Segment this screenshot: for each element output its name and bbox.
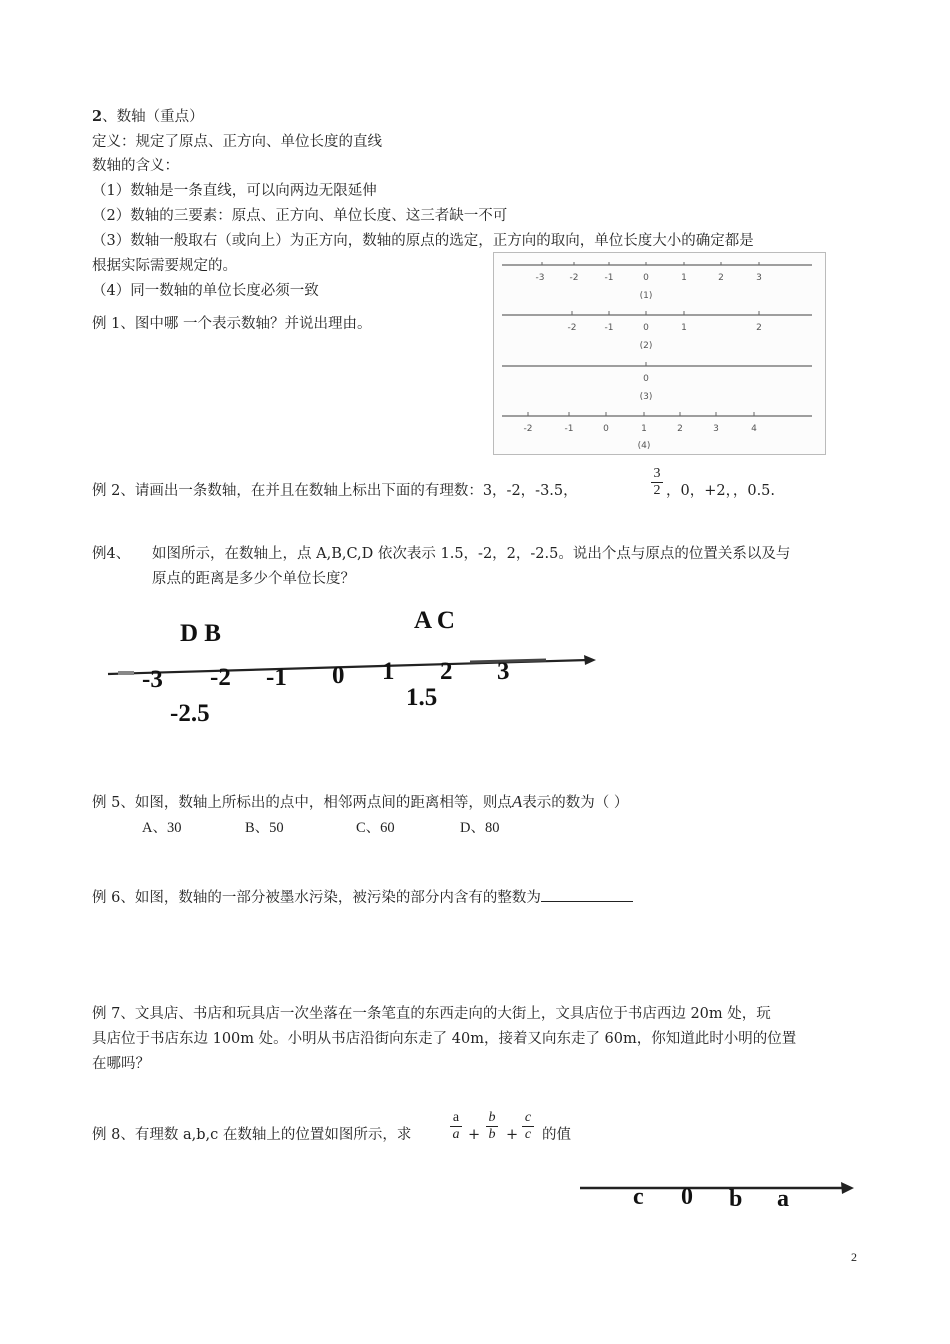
line4-label: 3: [713, 424, 719, 434]
example-8-axis: [578, 1178, 858, 1198]
fraction-denominator: a: [452, 1127, 460, 1142]
section-number: 2: [92, 108, 103, 125]
axis-label-b: b: [729, 1186, 743, 1212]
definition: 定义：规定了原点、正方向、单位长度的直线: [92, 134, 382, 150]
example-5-text: 例 5、如图，数轴上所标出的点中，相邻两点间的距离相等，则点: [92, 795, 512, 811]
page-number: 2: [851, 1250, 857, 1264]
value-label-neg-2-5: -2.5: [170, 700, 210, 727]
fraction-numerator: c: [524, 1110, 532, 1125]
tick-label: 2: [440, 658, 453, 685]
example-4-axis: [100, 650, 610, 685]
example-8: 例 8、有理数 a,b,c 在数轴上的位置如图所示，求: [92, 1127, 412, 1143]
tick-label: 0: [332, 662, 345, 689]
point-4: （4）同一数轴的单位长度必须一致: [92, 283, 319, 299]
example-2: 例 2、请画出一条数轴，在并且在数轴上标出下面的有理数：3，-2，-3.5，: [92, 483, 578, 499]
line2-label: -1: [604, 323, 614, 333]
line1-caption: (1): [639, 291, 653, 301]
line4-label: 0: [603, 424, 609, 434]
line4-caption: (4): [637, 441, 651, 451]
number-lines-figure: [494, 253, 825, 454]
axis-arrow: [584, 655, 596, 665]
axis-arrow: [841, 1182, 854, 1194]
tick-label: 3: [497, 658, 510, 685]
answer-blank: [541, 887, 633, 902]
fraction-c-over-c: [522, 1110, 534, 1143]
line3-caption: (3): [639, 392, 653, 402]
meaning-title: 数轴的含义：: [92, 158, 179, 174]
example-6-text: 例 6、如图，数轴的一部分被墨水污染，被污染的部分内含有的整数为: [92, 890, 541, 906]
line1-label: -2: [569, 273, 579, 283]
tick-label: -2: [210, 664, 231, 691]
section-heading: [92, 108, 204, 126]
line4-label: -1: [564, 424, 574, 434]
line1-label: -1: [604, 273, 614, 283]
tick-label: 1: [382, 658, 395, 685]
fraction-denominator: c: [524, 1127, 532, 1142]
points-a-c: A C: [414, 607, 455, 634]
section-title: 、数轴（重点）: [102, 109, 204, 125]
example-1: 例 1、图中哪 一个表示数轴？并说出理由。: [92, 316, 372, 332]
example-7-line1: 例 7、文具店、书店和玩具店一次坐落在一条笔直的东西走向的大街上，文具店位于书店西边 20m 处，玩: [92, 1006, 771, 1022]
example-7-line2: 具店位于书店东边 100m 处。小明从书店沿街向东走了 40m，接着又向东走了 60m，你知道此时小明的位置: [92, 1031, 797, 1047]
option-b: B、50: [245, 820, 284, 836]
example-6: [92, 887, 633, 907]
option-a: A、30: [142, 820, 182, 836]
tick-label: -1: [266, 664, 287, 691]
plus-sign: +: [506, 1127, 519, 1143]
points-d-b: D B: [180, 620, 221, 647]
point-3-cont: 根据实际需要规定的。: [92, 258, 237, 274]
example-7-line3: 在哪吗？: [92, 1056, 150, 1072]
line2-label: 1: [681, 323, 687, 333]
example-5-text-end: 表示的数为（ ）: [522, 795, 629, 811]
example-5-var: A: [511, 792, 523, 811]
example-5: [92, 793, 628, 812]
line1-label: -3: [535, 273, 545, 283]
fraction-numerator: b: [488, 1110, 496, 1125]
point-2: （2）数轴的三要素：原点、正方向、单位长度、这三者缺一不可: [92, 208, 508, 224]
axis-label-a: a: [777, 1186, 789, 1212]
fraction-denominator: 2: [653, 483, 661, 498]
point-3: （3）数轴一般取右（或向上）为正方向，数轴的原点的选定，正方向的取向，单位长度大小的确定都是: [92, 233, 754, 249]
line1-label: 3: [756, 273, 762, 283]
option-c: C、60: [356, 820, 395, 836]
point-1: （1）数轴是一条直线，可以向两边无限延伸: [92, 183, 377, 199]
line2-label: 0: [643, 323, 649, 333]
axis-tick-mark: [118, 671, 134, 675]
example-8-tail: 的值: [542, 1127, 571, 1143]
line2-caption: (2): [639, 341, 653, 351]
plus-sign: +: [468, 1127, 481, 1143]
fraction-3-over-2: [651, 466, 663, 499]
axis-label-0: 0: [681, 1184, 693, 1210]
fraction-numerator: 3: [653, 466, 661, 481]
example-1-figure: [493, 252, 826, 455]
line2-label: -2: [567, 323, 577, 333]
example-4-line2: 原点的距离是多少个单位长度？: [152, 571, 355, 587]
example-4-line1: 如图所示，在数轴上，点 A,B,C,D 依次表示 1.5，-2，2，-2.5。说出个点与原点的位置关系以及与: [152, 546, 791, 562]
line2-label: 2: [756, 323, 762, 333]
axis-label-c: c: [633, 1184, 644, 1210]
line1-label: 2: [718, 273, 724, 283]
line1-label: 1: [681, 273, 687, 283]
example-4-label: 例4、: [92, 546, 131, 562]
line4-label: 4: [751, 424, 757, 434]
fraction-b-over-b: [486, 1110, 498, 1143]
example-2-tail: ，0，+2，，0.5.: [666, 483, 776, 499]
option-d: D、80: [460, 820, 500, 836]
fraction-denominator: b: [488, 1127, 496, 1142]
value-label-1-5: 1.5: [406, 684, 438, 711]
line3-label: 0: [643, 374, 649, 384]
line1-label: 0: [643, 273, 649, 283]
tick-label: -3: [142, 666, 163, 693]
fraction-a-over-a: [450, 1110, 462, 1143]
line4-label: 2: [677, 424, 683, 434]
line4-label: -2: [523, 424, 533, 434]
fraction-numerator: a: [452, 1110, 460, 1125]
line4-label: 1: [641, 424, 647, 434]
